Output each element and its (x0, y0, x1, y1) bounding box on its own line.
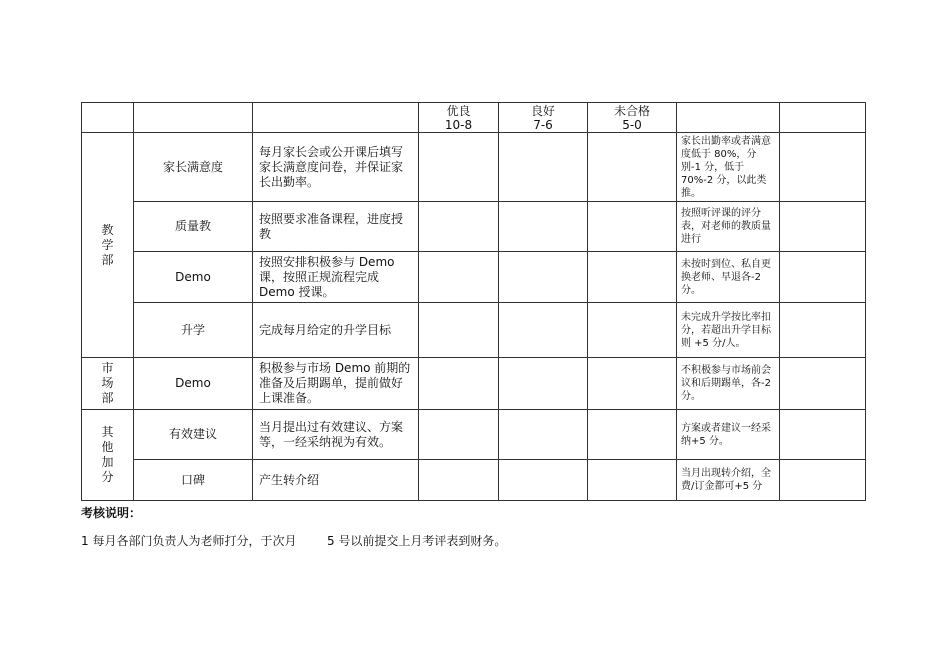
item-cell: 家长满意度 (134, 133, 253, 202)
table-row (82, 133, 866, 202)
dept-char: 学 (101, 237, 114, 252)
dept-char: 其 (101, 425, 114, 439)
table-row (82, 460, 866, 501)
score-cell (588, 133, 677, 202)
blank-cell (780, 133, 866, 202)
notes-line: 1 每月各部门负责人为老师打分，于次月 5 号以前提交上月考评表到财务。 (81, 534, 507, 548)
item-cell: Demo (134, 358, 253, 410)
blank-cell (780, 410, 866, 460)
table-row (82, 202, 866, 252)
score-cell (419, 252, 499, 303)
header-row (82, 103, 866, 133)
score-cell (499, 410, 588, 460)
desc-cell: 当月提出过有效建议、方案等，一经采纳视为有效。 (253, 410, 419, 460)
dept-teaching (82, 133, 134, 358)
desc-cell: 积极参与市场 Demo 前期的准备及后期踢单，提前做好上课准备。 (253, 358, 419, 410)
dept-char: 市 (101, 361, 114, 375)
header-good (499, 103, 588, 133)
evaluation-table (81, 102, 866, 501)
header-excellent-label: 优良 (446, 103, 471, 118)
score-cell (419, 202, 499, 252)
dept-char: 部 (101, 391, 114, 405)
header-fail-range: 5-0 (622, 117, 642, 132)
score-cell (588, 358, 677, 410)
score-cell (419, 410, 499, 460)
header-excellent (419, 103, 499, 133)
header-excellent-range: 10-8 (444, 117, 473, 132)
note-cell: 当月出现转介绍，全费/订金都可+5 分 (677, 460, 780, 501)
header-cell-empty (677, 103, 780, 133)
note-cell: 按照听评课的评分表，对老师的教质量进行 (677, 202, 780, 252)
notes-title: 考核说明： (81, 506, 142, 520)
score-cell (419, 460, 499, 501)
dept-char: 他 (101, 440, 114, 454)
dept-char: 分 (101, 470, 114, 484)
header-cell-empty (780, 103, 866, 133)
item-cell: Demo (134, 252, 253, 303)
table-row (82, 252, 866, 303)
header-cell-empty (134, 103, 253, 133)
table-row (82, 303, 866, 358)
header-cell-empty (82, 103, 134, 133)
score-cell (499, 303, 588, 358)
dept-char: 教 (101, 222, 114, 237)
header-fail-label: 未合格 (613, 103, 650, 118)
score-cell (588, 410, 677, 460)
desc-cell: 完成每月给定的升学目标 (253, 303, 419, 358)
blank-cell (780, 358, 866, 410)
score-cell (419, 358, 499, 410)
header-fail (588, 103, 677, 133)
dept-market (82, 358, 134, 410)
dept-char: 部 (101, 252, 114, 267)
blank-cell (780, 303, 866, 358)
desc-cell: 产生转介绍 (253, 460, 419, 501)
note-cell: 未完成升学按比率扣分，若超出升学目标则 +5 分/人。 (677, 303, 780, 358)
dept-char: 场 (101, 376, 114, 390)
table-row (82, 358, 866, 410)
score-cell (588, 460, 677, 501)
score-cell (499, 133, 588, 202)
desc-cell: 按照要求准备课程，进度授教 (253, 202, 419, 252)
header-cell-empty (253, 103, 419, 133)
blank-cell (780, 252, 866, 303)
table-row (82, 410, 866, 460)
score-cell (499, 358, 588, 410)
score-cell (588, 202, 677, 252)
header-good-range: 7-6 (533, 117, 553, 132)
score-cell (499, 202, 588, 252)
item-cell: 升学 (134, 303, 253, 358)
note-cell: 未按时到位、私自更换老师、早退各-2 分。 (677, 252, 780, 303)
desc-cell: 按照安排积极参与 Demo 课，按照正规流程完成 Demo 授课。 (253, 252, 419, 303)
note-cell: 方案或者建议一经采纳+5 分。 (677, 410, 780, 460)
score-cell (419, 133, 499, 202)
dept-other (82, 410, 134, 501)
score-cell (588, 303, 677, 358)
note-cell: 不积极参与市场前会议和后期踢单，各-2 分。 (677, 358, 780, 410)
score-cell (588, 252, 677, 303)
item-cell: 有效建议 (134, 410, 253, 460)
score-cell (499, 460, 588, 501)
note-cell: 家长出勤率或者满意度低于 80%，分别-1 分，低于70%-2 分，以此类推。 (677, 133, 780, 202)
score-cell (419, 303, 499, 358)
blank-cell (780, 202, 866, 252)
desc-cell: 每月家长会或公开课后填写家长满意度问卷，并保证家长出勤率。 (253, 133, 419, 202)
blank-cell (780, 460, 866, 501)
item-cell: 质量教 (134, 202, 253, 252)
item-cell: 口碑 (134, 460, 253, 501)
dept-char: 加 (101, 455, 114, 469)
score-cell (499, 252, 588, 303)
header-good-label: 良好 (530, 103, 555, 118)
